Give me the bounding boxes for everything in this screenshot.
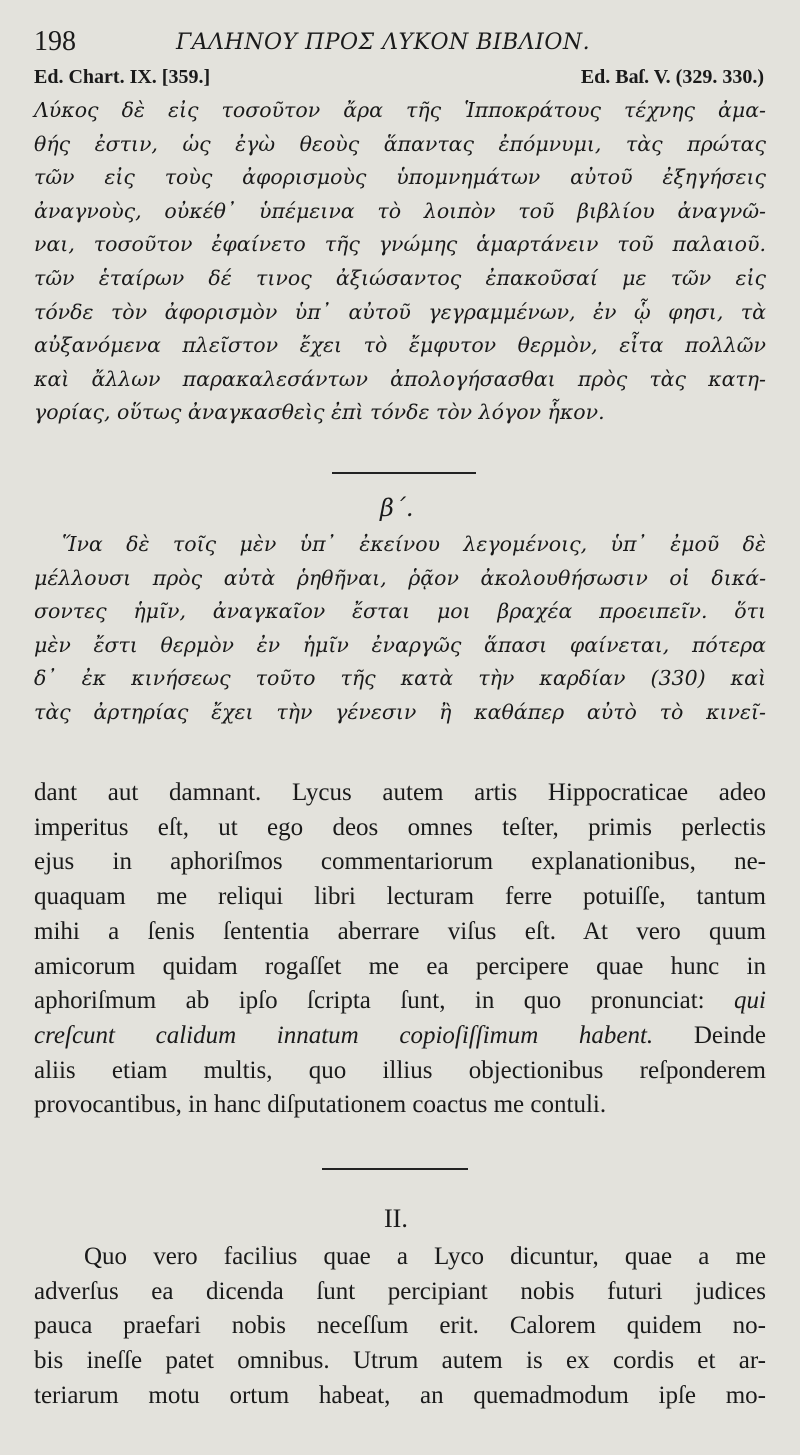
- greek-line: καὶ ἄλλων παρακαλεσάντων ἀπολογήσασθαι πρὸς τὰς κατη-: [34, 366, 766, 391]
- greek-line: τῶν ἑταίρων δέ τινος ἀξιώσαντος ἐπακοῦσαί με τῶν εἰς: [34, 265, 766, 290]
- greek-line: τὰς ἀρτηρίας ἔχει τὴν γένεσιν ἢ καθάπερ αὐτὸ τὸ κινεῖ-: [34, 699, 766, 724]
- latin-line: quaquam me reliqui libri lecturam ferre potuiſſe, tantum: [34, 883, 766, 911]
- greek-paragraph-2: [34, 528, 766, 730]
- greek-line: Ἵνα δὲ τοῖς μὲν ὑπ᾽ ἐκείνου λεγομένοις, ὑπ᾽ ἐμοῦ δὲ: [62, 532, 766, 556]
- greek-line: μὲν ἔστι θερμὸν ἐν ἡμῖν ἐναργῶς ἅπασι φαίνεται, πότερα: [34, 632, 766, 657]
- greek-line: τῶν εἰς τοὺς ἀφορισμοὺς ὑπομνημάτων αὐτοῦ ἐξηγήσεις: [34, 165, 766, 190]
- greek-line: σοντες ἡμῖν, ἀναγκαῖον ἔσται μοι βραχέα προειπεῖν. ὅτι: [34, 599, 766, 624]
- greek-paragraph-1: [34, 94, 766, 430]
- latin-text: Deinde: [693, 1021, 767, 1049]
- latin-line: adverſus ea dicenda ſunt percipiant nobis futuri judices: [34, 1277, 766, 1305]
- latin-line: Quo vero facilius quae a Lyco dicuntur, quae a me: [84, 1243, 766, 1270]
- latin-line: provocantibus, in hanc diſputationem coactus me contuli.: [34, 1091, 607, 1119]
- greek-line: ἀναγνοὺς, οὐκέθ᾽ ὑπέμεινα τὸ λοιπὸν τοῦ βιβλίου ἀναγνῶ-: [34, 198, 766, 223]
- edition-right: Ed. Baſ. V. (329. 330.): [580, 66, 764, 88]
- greek-line: γορίας, οὕτως ἀναγκασθεὶς ἐπὶ τόνδε τὸν λόγον ἧκον.: [34, 400, 605, 425]
- latin-line: amicorum quidam rogaſſet me ea percipere quae hunc in: [34, 952, 766, 980]
- latin-line: aliis etiam multis, quo illius objectionibus reſponderem: [34, 1056, 766, 1084]
- latin-italic-text: qui: [734, 987, 766, 1015]
- latin-text: aphoriſmum ab ipſo ſcripta ſunt, in quo pronunciat:: [34, 987, 705, 1015]
- latin-italic-quote: creſcunt calidum innatum copioſiſſimum habent.: [34, 1021, 654, 1049]
- edition-left: Ed. Chart. IX. [359.]: [34, 66, 211, 88]
- greek-section-heading: β΄.: [380, 494, 414, 522]
- greek-line: δ᾽ ἐκ κινήσεως τοῦτο τῆς κατὰ τὴν καρδίαν (330) καὶ: [34, 666, 766, 691]
- latin-line: ejus in aphoriſmos commentariorum explanationibus, ne-: [34, 848, 766, 876]
- latin-line: teriarum motu ortum habeat, an quemadmodum ipſe mo-: [34, 1381, 766, 1409]
- edition-references: [34, 66, 764, 92]
- running-title: ΓΑΛΗΝΟΥ ΠΡΟΣ ΛΥΚΟΝ ΒΙΒΛΙΟΝ.: [176, 30, 591, 55]
- greek-line: αὐξανόμενα πλεῖστον ἔχει τὸ ἔμφυτον θερμὸν, εἶτα πολλῶν: [34, 333, 766, 358]
- page-number: 198: [34, 26, 76, 57]
- latin-line: [34, 1019, 766, 1054]
- greek-line: Λύκος δὲ εἰς τοσοῦτον ἄρα τῆς Ἱπποκράτους τέχνης ἀμα-: [34, 98, 766, 122]
- section-divider: [332, 472, 476, 474]
- latin-section-heading: II.: [384, 1204, 408, 1233]
- latin-line: imperitus eſt, ut ego deos omnes teſter, primis perlectis: [34, 813, 766, 841]
- latin-paragraph-1: [34, 776, 766, 1123]
- section-divider: [322, 1168, 468, 1170]
- greek-line: ναι, τοσοῦτον ἐφαίνετο τῆς γνώμης ἁμαρτάνειν τοῦ παλαιοῦ.: [34, 232, 766, 257]
- latin-line: dant aut damnant. Lycus autem artis Hippocraticae adeo: [34, 779, 766, 806]
- latin-line: pauca praefari nobis neceſſum erit. Calorem quidem no-: [34, 1312, 766, 1340]
- latin-line: bis ineſſe patet omnibus. Utrum autem is ex cordis et ar-: [34, 1347, 766, 1375]
- page-header: [34, 26, 770, 62]
- greek-line: μέλλουσι πρὸς αὐτὰ ῥηθῆναι, ῥᾷον ἀκολουθήσωσιν οἱ δικά-: [34, 565, 766, 590]
- latin-paragraph-2: [34, 1240, 766, 1414]
- latin-line: mihi a ſenis ſententia aberrare viſus eſt. At vero quum: [34, 917, 766, 945]
- latin-line: [34, 984, 766, 1019]
- greek-line: τόνδε τὸν ἀφορισμὸν ὑπ᾽ αὐτοῦ γεγραμμένων, ἐν ᾧ φησι, τὰ: [34, 299, 766, 324]
- greek-line: θής ἐστιν, ὡς ἐγὼ θεοὺς ἅπαντας ἐπόμνυμι, τὰς πρώτας: [34, 131, 766, 156]
